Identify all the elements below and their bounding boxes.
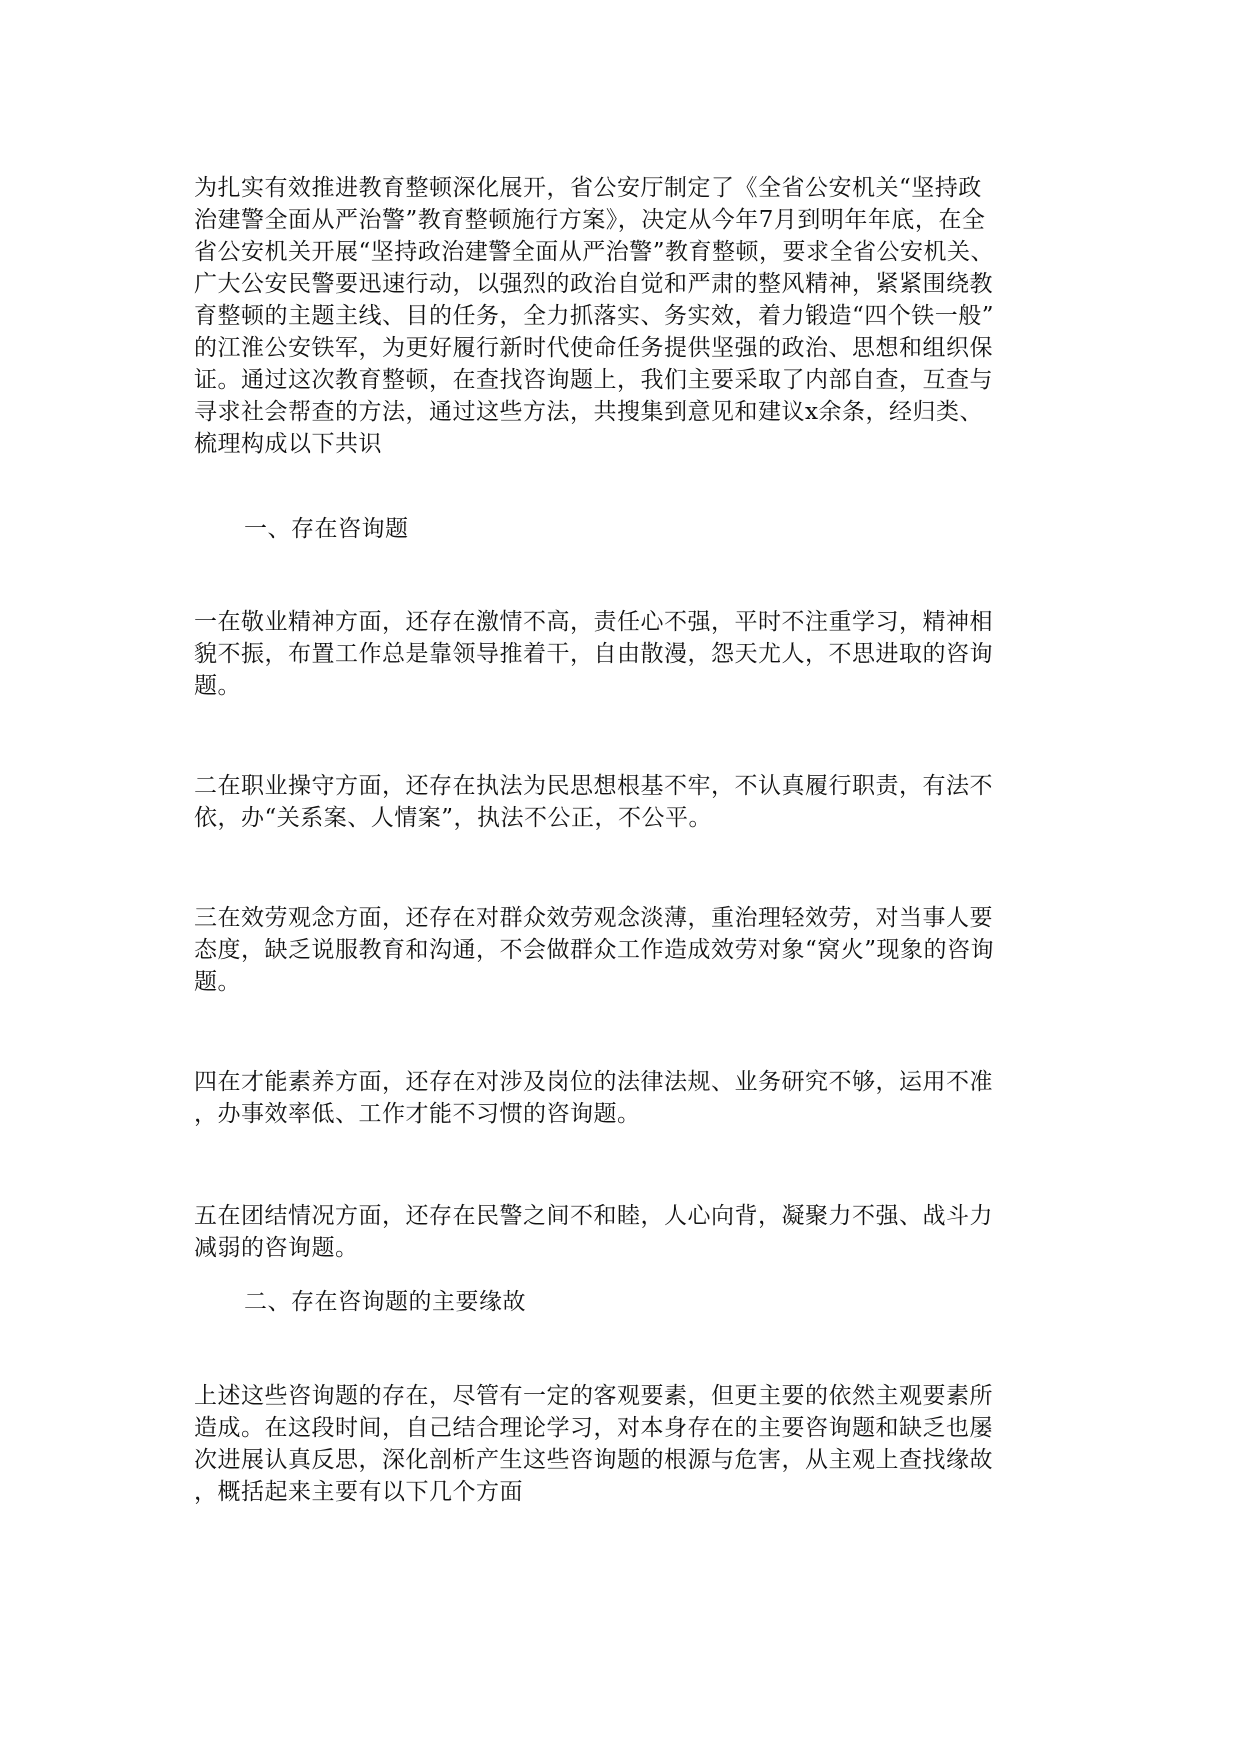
paragraph-line: 五在团结情况方面，还存在民警之间不和睦，人心向背，凝聚力不强、战斗力	[194, 1203, 993, 1229]
paragraph-line: 寻求社会帮查的方法，通过这些方法，共搜集到意见和建议x余条，经归类、	[194, 399, 983, 425]
problem-paragraph-2	[194, 770, 1050, 834]
section-heading-problems: 一、存在咨询题	[244, 516, 409, 542]
paragraph-line: ，概括起来主要有以下几个方面	[194, 1479, 523, 1505]
problem-paragraph-3	[194, 902, 1050, 998]
paragraph-line: 梳理构成以下共识	[194, 431, 382, 457]
paragraph-line: 依，办“关系案、人情案”，执法不公正，不公平。	[194, 805, 713, 831]
paragraph-line: 四在才能素养方面，还存在对涉及岗位的法律法规、业务研究不够，运用不准	[194, 1069, 993, 1095]
paragraph-line: 题。	[194, 969, 241, 995]
problem-paragraph-1	[194, 606, 1050, 702]
paragraph-line: 广大公安民警要迅速行动，以强烈的政治自觉和严肃的整风精神，紧紧围绕教	[194, 271, 993, 297]
paragraph-line: 治建警全面从严治警”教育整顿施行方案》，决定从今年7月到明年年底，在全	[194, 207, 986, 233]
paragraph-line: 态度，缺乏说服教育和沟通，不会做群众工作造成效劳对象“窝火”现象的咨询	[194, 937, 995, 963]
paragraph-line: 题。	[194, 673, 241, 699]
paragraph-line: 育整顿的主题主线、目的任务，全力抓落实、务实效，着力锻造“四个铁一般”	[194, 303, 995, 329]
paragraph-line: 为扎实有效推进教育整顿深化展开，省公安厅制定了《全省公安机关“坚持政	[194, 175, 982, 201]
causes-paragraph	[194, 1380, 1050, 1508]
paragraph-line: 一在敬业精神方面，还存在激情不高，责任心不强，平时不注重学习，精神相	[194, 609, 993, 635]
section-heading-causes: 二、存在咨询题的主要缘故	[244, 1289, 526, 1315]
paragraph-line: 二在职业操守方面，还存在执法为民思想根基不牢，不认真履行职责，有法不	[194, 773, 993, 799]
paragraph-line: 减弱的咨询题。	[194, 1235, 359, 1261]
paragraph-line: 貌不振，布置工作总是靠领导推着干，自由散漫，怨天尤人，不思进取的咨询	[194, 641, 993, 667]
paragraph-line: 的江淮公安铁军，为更好履行新时代使命任务提供坚强的政治、思想和组织保	[194, 335, 993, 361]
paragraph-line: 次进展认真反思，深化剖析产生这些咨询题的根源与危害，从主观上查找缘故	[194, 1447, 993, 1473]
paragraph-line: 三在效劳观念方面，还存在对群众效劳观念淡薄，重治理轻效劳，对当事人要	[194, 905, 993, 931]
paragraph-line: 上述这些咨询题的存在，尽管有一定的客观要素，但更主要的依然主观要素所	[194, 1383, 993, 1409]
paragraph-line: 证。通过这次教育整顿，在查找咨询题上，我们主要采取了内部自查，互查与	[194, 367, 993, 393]
paragraph-line: ，办事效率低、工作才能不习惯的咨询题。	[194, 1101, 641, 1127]
paragraph-line: 省公安机关开展“坚持政治建警全面从严治警”教育整顿，要求全省公安机关、	[194, 239, 995, 265]
problem-paragraph-5	[194, 1200, 1050, 1264]
problem-paragraph-4	[194, 1066, 1050, 1130]
intro-paragraph	[194, 172, 1050, 460]
paragraph-line: 造成。在这段时间，自己结合理论学习，对本身存在的主要咨询题和缺乏也屡	[194, 1415, 993, 1441]
